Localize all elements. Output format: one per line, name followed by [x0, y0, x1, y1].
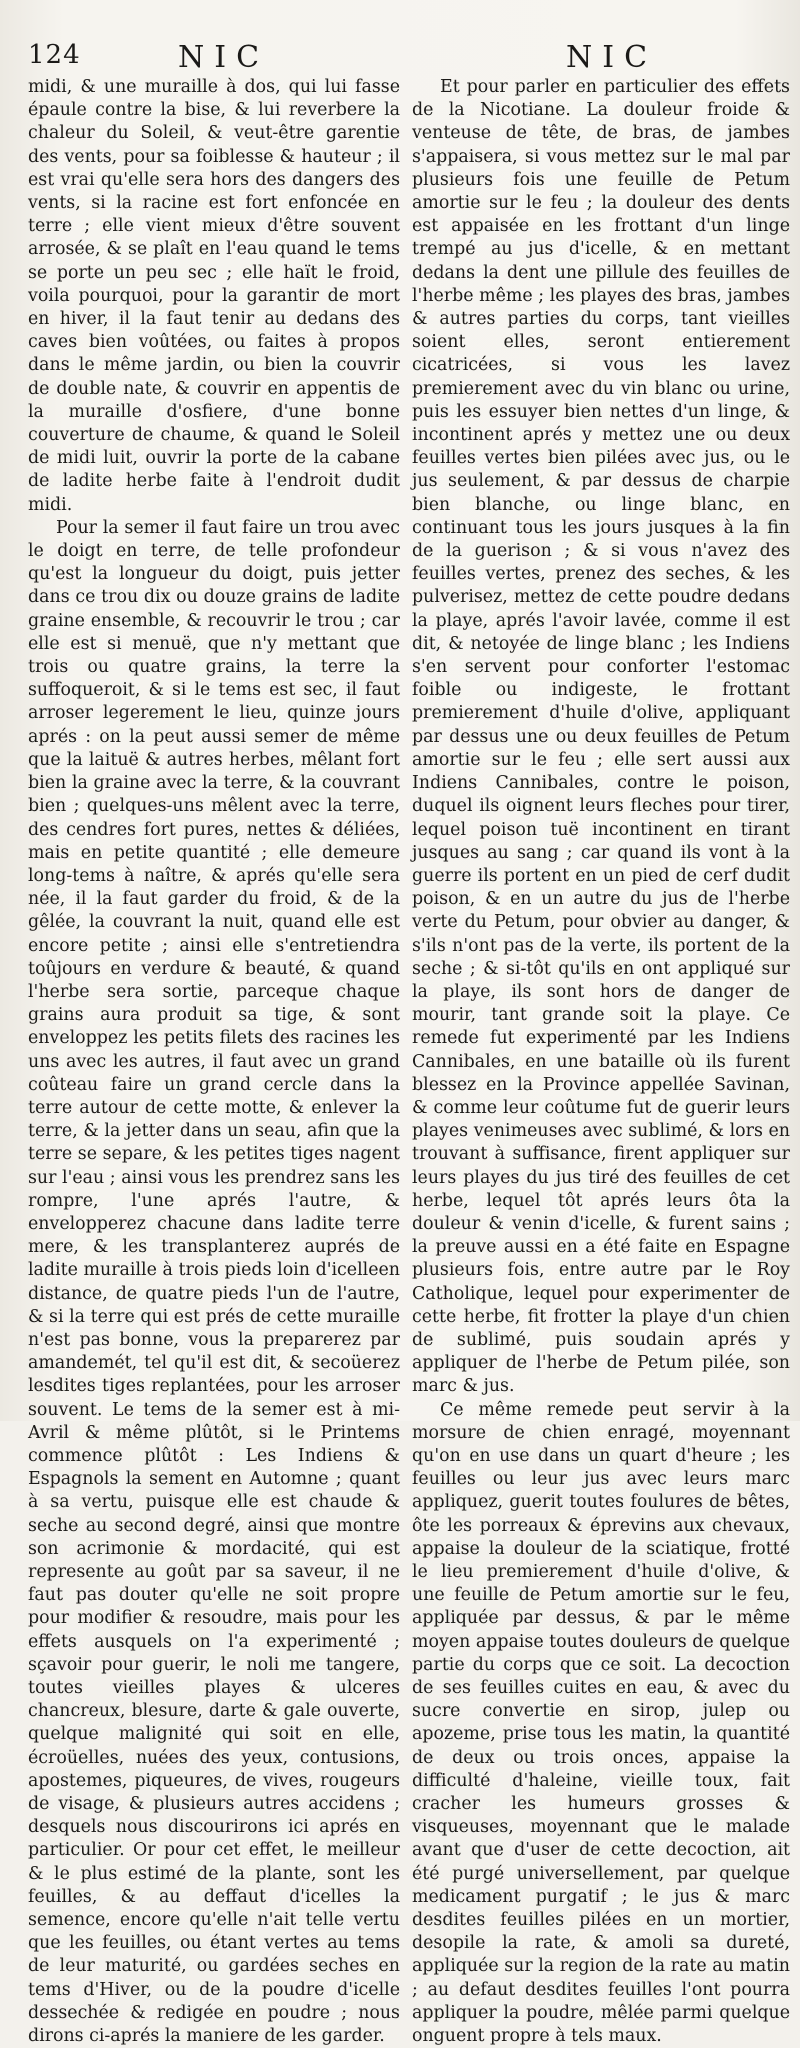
paragraph: Ce même remede peut servir à la morsure de chien enragé, moyennant qu'on en use dans un quart d'heure ; les feuilles ou leur jus avec leurs marc appliquez, guerit toutes foulures de bêtes, ôte les porreaux & éprevins aux chevaux, appaise la douleur de la sciatique, frotté le lieu premierement d'huile d'olive, & une feuille de Petum amortie sur le feu, appliquée par dessus, & par le même moyen appaise toutes douleurs de quelque partie du corps que ce soit. La decoction de ses feuilles cuites en eau, & avec du sucre convertie en sirop, julep ou apozeme, prise tous les matin, la quantité de deux ou trois onces, appaise la difficulté d'haleine, vieille toux, fait cracher les humeurs grosses & visqueuses, moyennant que le malade avant que d'user de cette decoction, ait été purgé universellement, par quelque medicament purgatif ; le jus & marc desdites feuilles pilées en un mortier, desopile la rate, & amoli sa dureté, appliquée sur la region de la rate au matin ; au defaut desdites feuilles l'ont pourra appliquer la poudre, mêlée parmi quelque onguent propre à tels maux. — [412, 1399, 790, 2047]
running-head-right: NIC — [566, 40, 658, 75]
right-column — [412, 76, 790, 2048]
page-number: 124 — [28, 40, 81, 70]
running-head-left: NIC — [178, 40, 270, 75]
paragraph: midi, & une muraille à dos, qui lui fasse épaule contre la bise, & lui reverbere la chaleur du Soleil, & veut-être garentie des vents, pour sa foiblesse & hauteur ; il est vrai qu'elle sera hors des dangers des vents, si la racine est fort enfoncée en terre ; elle vient mieux d'être souvent arrosée, & se plaît en l'eau quand le tems se porte un peu sec ; elle haït le froid, voila pourquoi, pour la garantir de mort en hiver, il la faut tenir au dedans des caves bien voûtées, ou faites à propos dans le même jardin, ou bien la couvrir de double nate, & couvrir en appentis de la muraille d'osfiere, d'une bonne couverture de chaume, & quand le Soleil de midi luit, ouvrir la porte de la cabane de ladite herbe faite à l'endroit dudit midi. — [28, 77, 400, 515]
left-column — [28, 76, 400, 2048]
page-header — [28, 40, 786, 76]
paragraph: Pour la semer il faut faire un trou avec le doigt en terre, de telle profondeur qu'est la longueur du doigt, puis jetter dans ce trou dix ou douze grains de ladite graine ensemble, & recouvrir le trou ; car elle est si menuë, que n'y mettant que trois ou quatre grains, la terre la suffoqueroit, & si le tems est sec, il faut arroser legerement le lieu, quinze jours aprés : on la peut aussi semer de même que la laituë & autres herbes, mêlant fort bien la graine avec la terre, & la couvrant bien ; quelques-uns mêlent avec la terre, des cendres fort pures, nettes & déliées, mais en petite quantité ; elle demeure long-tems à naître, & aprés qu'elle sera née, il la faut garder du froid, & de la gêlée, la couvrant la nuit, quand elle est encore petite ; ainsi elle s'entretiendra toûjours en verdure & beauté, & quand l'herbe sera sortie, parceque chaque grains aura produit sa tige, & sont enveloppez les petits filets des racines les uns avec les autres, il faut avec un grand coûteau faire un grand cercle dans la terre autour de cette motte, & enlever la terre, & la jetter dans un seau, afin que la terre se separe, & les petites tiges nagent sur l'eau ; ainsi vous les prendrez sans les rompre, l'une aprés l'autre, & envelopperez chacune dans ladite terre mere, & les transplanterez auprés de ladite muraille à trois pieds loin d'icelleen distance, de quatre pieds l'un de l'autre, & si la terre qui est prés de cette muraille n'est pas bonne, vous la preparerez par amandemét, tel qu'il est dit, & secoüerez lesdites tiges replantées, pour les arroser souvent. Le tems de la semer est à mi-Avril & même plûtôt, si le Printems commence plûtôt : Les Indiens & Espagnols la sement en Automne ; quant à sa vertu, puisque elle est chaude & seche au second degré, ainsi que montre son acrimonie & mordacité, qui est represente au goût par sa saveur, il ne faut pas douter qu'elle ne soit propre pour modifier & resoudre, mais pour les effets ausquels on l'a experimenté ; sçavoir pour guerir, le noli me tangere, toutes vieilles playes & ulceres chancreux, blesure, darte & gale ouverte, quelque malignité qui soit en elle, écroüelles, nuées des yeux, contusions, apostemes, piqueures, de vives, rougeurs de visage, & plusieurs autres accidens ; desquels nous discourirons ici aprés en particulier. Or pour cet effet, le meilleur & le plus estimé de la plante, sont les feuilles, & au deffaut d'icelles la semence, encore qu'elle n'ait telle vertu que les feuilles, ou étant vertes au tems de leur maturité, ou gardées seches en tems d'Hiver, ou de la poudre d'icelle dessechée & redigée en poudre ; nous dirons ci-aprés la maniere de les garder. — [28, 517, 400, 2047]
paragraph: Et pour parler en particulier des effets de la Nicotiane. La douleur froide & venteuse de tête, de bras, de jambes s'appaisera, si vous mettez sur le mal par plusieurs fois une feuille de Petum amortie sur le feu ; la douleur des dents est appaisée en les frottant d'un linge trempé au jus d'icelle, & en mettant dedans la dent une pillule des feuilles de l'herbe même ; les playes des bras, jambes & autres parties du corps, tant vieilles soient elles, seront entierement cicatricées, si vous les lavez premierement avec du vin blanc ou urine, puis les essuyer bien nettes d'un linge, & incontinent aprés y mettez une ou deux feuilles vertes bien pilées avec jus, ou le jus seulement, & par dessus de charpie bien blanche, ou linge blanc, en continuant tous les jours jusques à la fin de la guerison ; & si vous n'avez des feuilles vertes, prenez des seches, & les pulverisez, mettez de cette poudre dedans la playe, aprés l'avoir lavée, comme il est dit, & netoyée de linge blanc ; les Indiens s'en servent pour conforter l'estomac foible ou indigeste, le frottant premierement d'huile d'olive, appliquant par dessus une ou deux feuilles de Petum amortie sur le feu ; elle sert aussi aux Indiens Cannibales, contre le poison, duquel ils oignent leurs fleches pour tirer, lequel poison tuë incontinent en tirant jusques au sang ; car quand ils vont à la guerre ils portent en un pied de cerf dudit poison, & en un autre du jus de l'herbe verte du Petum, pour obvier au danger, & s'ils n'ont pas de la verte, ils portent de la seche ; & si-tôt qu'ils en ont appliqué sur la playe, ils sont hors de danger de mourir, tant grande soit la playe. Ce remede fut experimenté par les Indiens Cannibales, en une bataille où ils furent blessez en la Province appellée Savinan, & comme leur coûtume fut de guerir leurs playes venimeuses avec sublimé, & lors en trouvant à suffisance, firent appliquer sur leurs playes du jus tiré des feuilles de cet herbe, lequel tôt aprés leurs ôta la douleur & venin d'icelle, & furent sains ; la preuve aussi en a été faite en Espagne plusieurs fois, entre autre par le Roy Catholique, lequel pour experimenter de cette herbe, fit frotter la playe d'un chien de sublimé, puis soudain aprés y appliquer de l'herbe de Petum pilée, son marc & jus. — [412, 77, 790, 1397]
